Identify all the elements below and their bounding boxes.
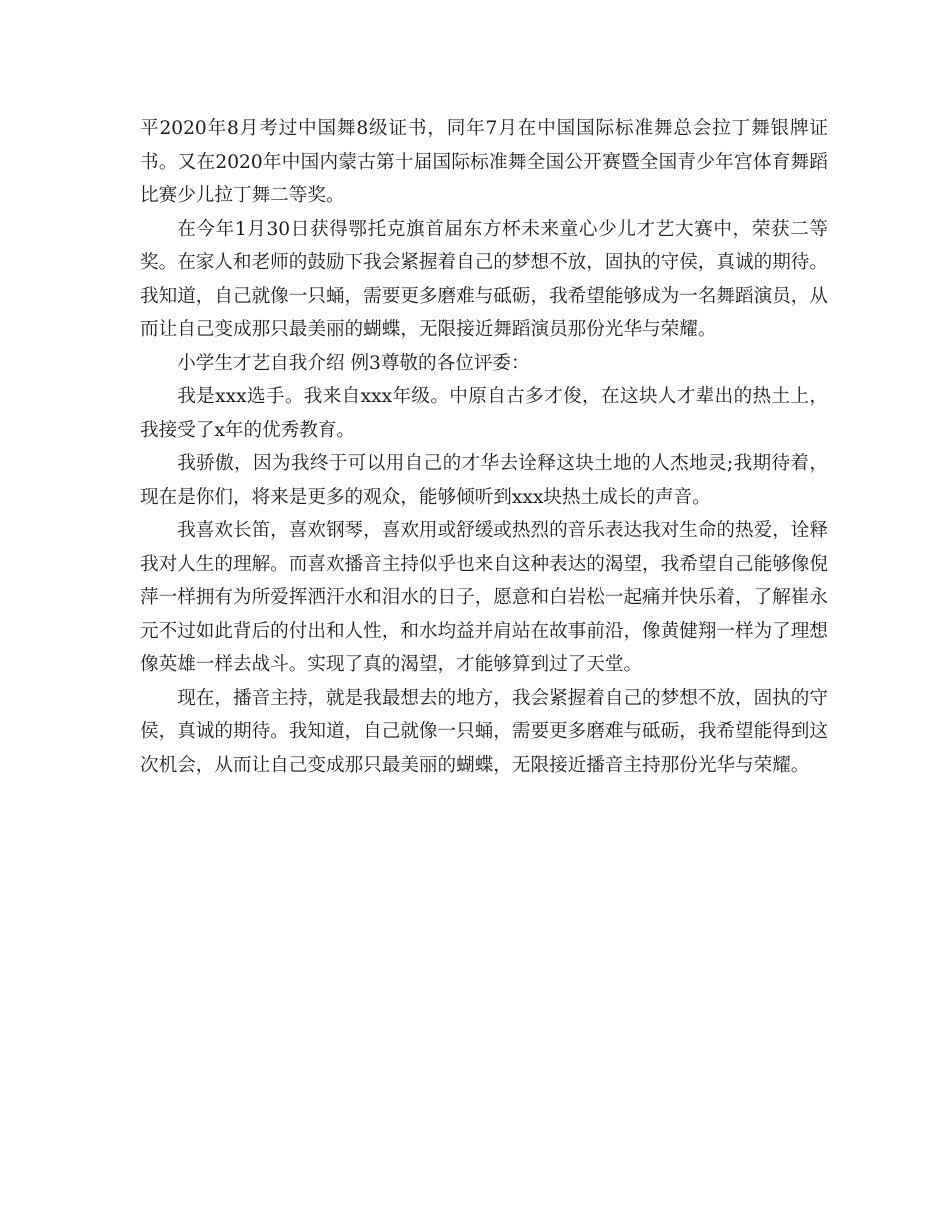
paragraph-3-heading: 小学生才艺自我介绍 例3尊敬的各位评委： <box>177 352 530 374</box>
paragraph-2: 在今年1月30日获得鄂托克旗首届东方杯未来童心少儿才艺大赛中，荣获二等奖。在家人和老师的鼓励下我会紧握着自己的梦想不放，固执的守侯，真诚的期待。我知道，自己就像一只蛹，需要更多磨难与砥砺，我希望能够成为一名舞蹈演员，从而让自己变成那只最美丽的蝴蝶，无限接近舞蹈演员那份光华与荣耀。 <box>140 218 828 340</box>
paragraph-7: 现在，播音主持，就是我最想去的地方，我会紧握着自己的梦想不放，固执的守侯，真诚的期待。我知道，自己就像一只蛹，需要更多磨难与砥砺，我希望能得到这次机会，从而让自己变成那只最美丽的蝴蝶，无限接近播音主持那份光华与荣耀。 <box>140 687 828 776</box>
paragraph-4: 我是xxx选手。我来自xxx年级。中原自古多才俊，在这块人才辈出的热土上，我接受了x年的优秀教育。 <box>140 386 828 441</box>
paragraph-6: 我喜欢长笛，喜欢钢琴，喜欢用或舒缓或热烈的音乐表达我对生命的热爱，诠释我对人生的理解。而喜欢播音主持似乎也来自这种表达的渴望，我希望自己能够像倪萍一样拥有为所爱挥洒汗水和泪水的日子，愿意和白岩松一起痛并快乐着，了解崔永元不过如此背后的付出和人性，和水均益并肩站在故事前沿，像黄健翔一样为了理想像英雄一样去战斗。实现了真的渴望，才能够算到过了天堂。 <box>140 520 828 675</box>
paragraph-5: 我骄傲，因为我终于可以用自己的才华去诠释这块土地的人杰地灵;我期待着，现在是你们，将来是更多的观众，能够倾听到xxx块热土成长的声音。 <box>140 453 828 508</box>
document-body <box>140 112 828 782</box>
paragraph-1: 平2020年8月考过中国舞8级证书，同年7月在中国国际标准舞总会拉丁舞银牌证书。又在2020年中国内蒙古第十届国际标准舞全国公开赛暨全国青少年宫体育舞蹈比赛少儿拉丁舞二等奖。 <box>140 118 828 206</box>
